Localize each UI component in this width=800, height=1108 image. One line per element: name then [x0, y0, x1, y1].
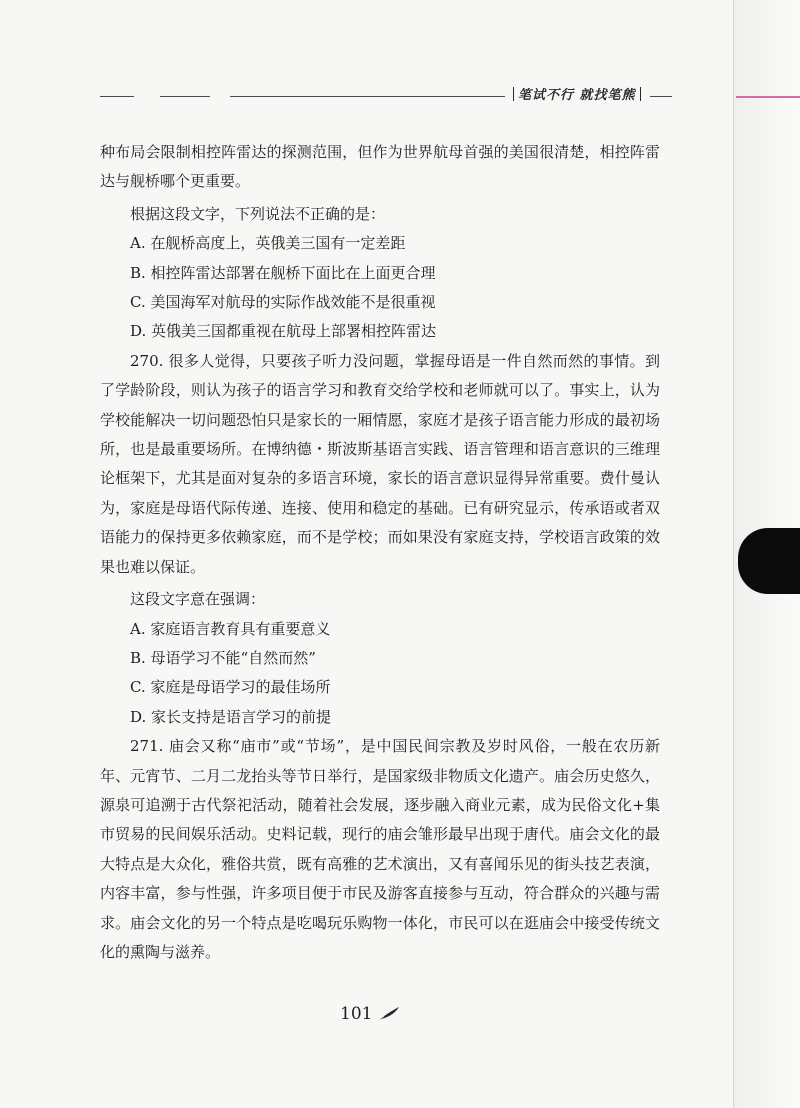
q270-option-d: D. 家长支持是语言学习的前提 — [130, 707, 332, 726]
header-bar-right — [640, 87, 641, 101]
q269-option-b: B. 相控阵雷达部署在舰桥下面比在上面更合理 — [130, 263, 436, 282]
q270-option-c: C. 家庭是母语学习的最佳场所 — [130, 678, 331, 697]
q269-option-d: D. 英俄美三国都重视在航母上部署相控阵雷达 — [130, 322, 437, 341]
q269-option-c: C. 美国海军对航母的实际作战效能不是很重视 — [130, 293, 436, 312]
q270-passage: 270. 很多人觉得，只要孩子听力没问题，掌握母语是一件自然而然的事情。到了学龄阶段，则认为孩子的语言学习和教育交给学校和老师就可以了。事实上，认为学校能解决一切问题恐怕只是家长的一厢情愿，家庭才是孩子语言能力形成的最初场所，也是最重要场所。在博纳德・斯波斯基语言实践、语言管理和语言意识的三维理论框架下，尤其是面对复杂的多语言环境，家长的语言意识显得异常重要。费什曼认为，家庭是母语代际传递、连接、使用和稳定的基础。已有研究显示，传承语或者双语能力的保持更多依赖家庭，而不是学校；而如果没有家庭支持，学校语言政策的效果也难以保证。 — [100, 351, 660, 576]
q269-stem: 根据这段文字，下列说法不正确的是： — [130, 204, 386, 223]
q270-option-b: B. 母语学习不能“自然而然” — [130, 648, 316, 667]
q271-passage: 271. 庙会又称“庙市”或“节场”，是中国民间宗教及岁时风俗，一般在农历新年、元宵节、二月二龙抬头等节日举行，是国家级非物质文化遗产。庙会历史悠久，源泉可追溯于古代祭祀活动，随着社会发展，逐步融入商业元素，成为民俗文化+集市贸易的民间娱乐活动。史料记载，现行的庙会雏形最早出现于唐代。庙会文化的最大特点是大众化，雅俗共赏，既有高雅的艺术演出，又有喜闻乐见的街头技艺表演，内容丰富，参与性强，许多项目便于市民及游客直接参与互动，符合群众的兴趣与需求。庙会文化的另一个特点是吃喝玩乐购物一体化，市民可以在逛庙会中接受传统文化的熏陶与滋养。 — [100, 737, 660, 961]
page-number: 101 — [340, 1004, 373, 1024]
header-bar-left — [513, 87, 514, 101]
header-rule — [100, 96, 134, 97]
header-tagline-text: 笔试不行 就找笔熊 — [518, 88, 636, 103]
chapter-thumb-tab — [738, 528, 800, 594]
edge-color-mark — [736, 96, 800, 98]
q270-stem: 这段文字意在强调： — [130, 590, 266, 609]
header-tagline — [509, 84, 645, 103]
page-edge — [733, 0, 734, 1108]
q269-option-a: A. 在舰桥高度上，英俄美三国有一定差距 — [130, 234, 406, 253]
page-footer — [340, 1004, 420, 1024]
header-rule — [650, 96, 672, 97]
q269-continuation: 种布局会限制相控阵雷达的探测范围，但作为世界航母首强的美国很清楚，相控阵雷达与舰桥哪个更重要。 — [100, 143, 660, 191]
page-content — [100, 138, 660, 967]
header-rule — [160, 96, 210, 97]
q270-option-a: A. 家庭语言教育具有重要意义 — [130, 619, 331, 638]
quill-pen-icon — [375, 1006, 401, 1022]
header-rule — [230, 96, 505, 97]
